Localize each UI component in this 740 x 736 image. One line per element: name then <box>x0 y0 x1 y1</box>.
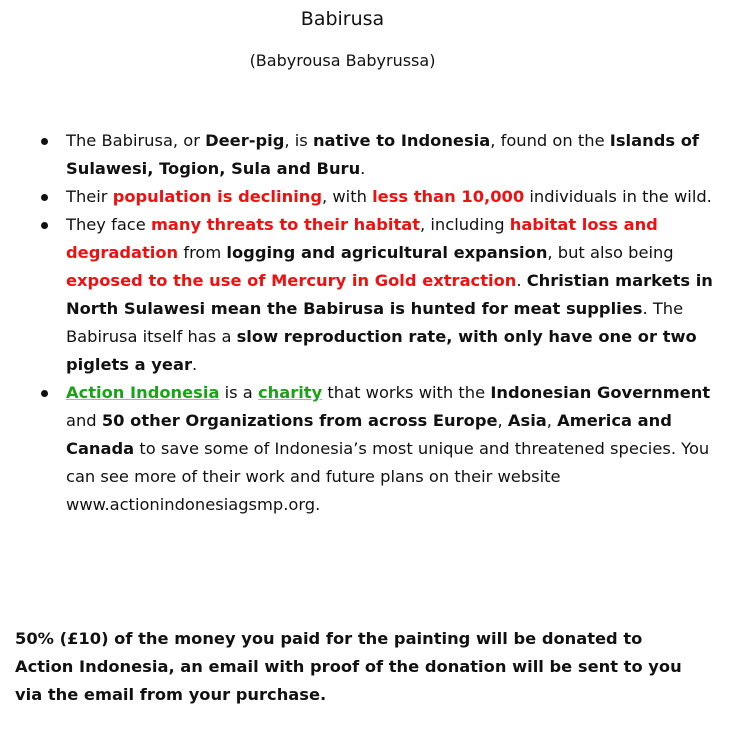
text: logging and agricultural expansion <box>226 243 548 262</box>
text: , including <box>420 215 510 234</box>
scientific-name: (Babyrousa Babyrussa) <box>249 51 436 70</box>
highlight: many threats to their habitat <box>150 215 421 234</box>
text: , but also being <box>547 243 674 262</box>
list-item <box>66 127 716 183</box>
text: Indonesian Government <box>490 383 711 402</box>
text: to save some of Indonesia’s most unique and threatened species. You can see more of their work and future plans on their website www.actionindonesiagsmp.org. <box>66 439 710 514</box>
highlight: less than 10,000 <box>372 187 525 206</box>
highlight: habitat loss and degradation <box>66 215 658 262</box>
list-item <box>66 379 716 519</box>
text: from <box>178 243 227 262</box>
text: America and Canada <box>66 411 672 458</box>
action-indonesia-link[interactable]: Action Indonesia <box>66 383 220 402</box>
text: , with <box>322 187 373 206</box>
charity-link[interactable]: charity <box>257 383 323 402</box>
text: . <box>516 271 527 290</box>
text: Islands of Sulawesi, Togion, Sula and Buru <box>66 131 699 178</box>
text: They face <box>66 215 151 234</box>
text: . <box>191 355 198 374</box>
text: , found on the <box>490 131 610 150</box>
fact-list <box>26 127 716 519</box>
list-item <box>66 211 716 379</box>
list-item <box>66 183 716 211</box>
text: Deer-pig <box>205 131 285 150</box>
text: . The Babirusa itself has a <box>66 299 684 346</box>
text: is a <box>219 383 258 402</box>
text: Their <box>66 187 113 206</box>
text: , <box>546 411 558 430</box>
highlight: population is declining <box>112 187 323 206</box>
page-title: Babirusa <box>300 8 385 30</box>
text: Asia <box>507 411 547 430</box>
highlight: exposed to the use of Mercury in Gold extraction <box>66 271 517 290</box>
text: The Babirusa, or <box>66 131 206 150</box>
text: that works with the <box>322 383 491 402</box>
text: . <box>360 159 366 178</box>
donation-note: 50% (£10) of the money you paid for the painting will be donated to Action Indonesia, an email with proof of the donation will be sent to you via the email from your purchase. <box>15 629 682 704</box>
text: 50 other Organizations from across Europe <box>101 411 498 430</box>
text: , is <box>284 131 313 150</box>
text: and <box>66 411 102 430</box>
text: native to Indonesia <box>312 131 491 150</box>
text: individuals in the wild. <box>524 187 712 206</box>
text: slow reproduction rate, with only have one or two piglets a year <box>66 327 697 374</box>
text: Christian markets in North Sulawesi mean the Babirusa is hunted for meat supplies <box>66 271 713 318</box>
text: , <box>497 411 508 430</box>
